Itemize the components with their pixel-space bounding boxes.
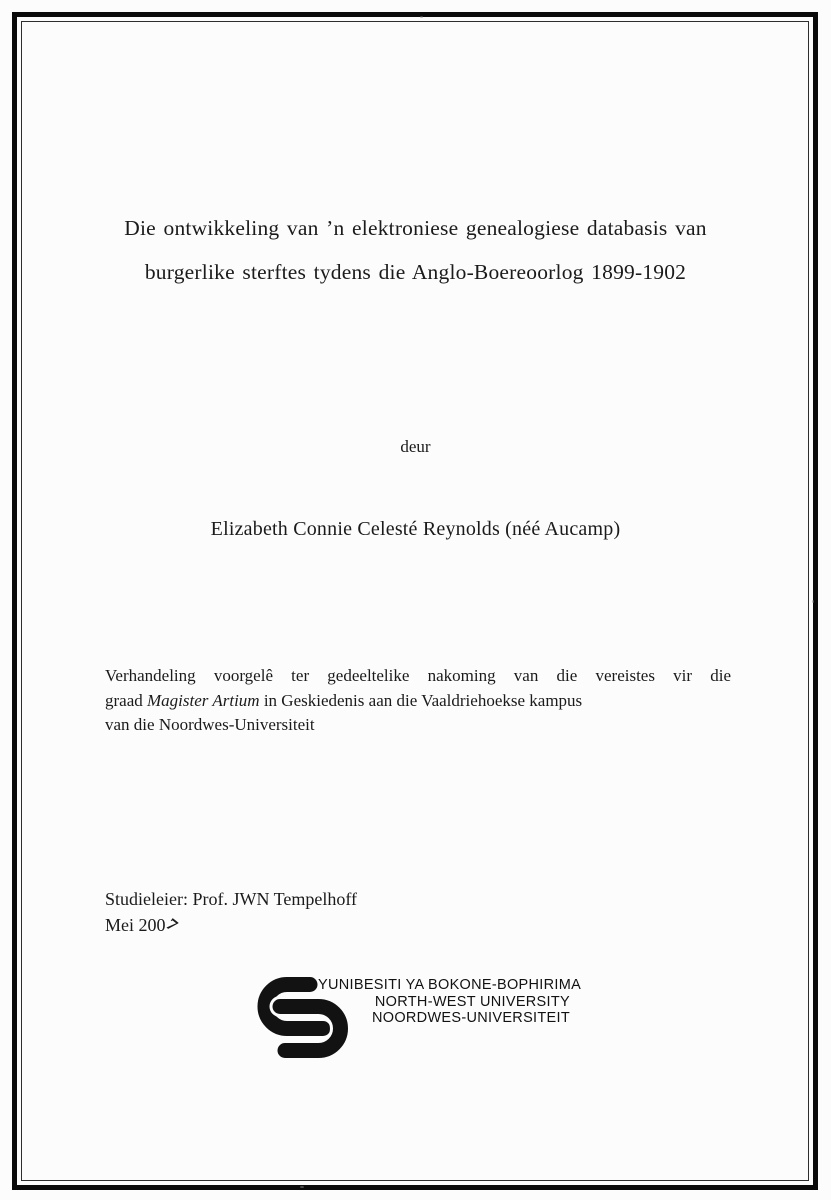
thesis-title-line-1: Die ontwikkeling van ’n elektroniese genealogiese databasis van: [124, 216, 707, 240]
submission-statement: [105, 664, 731, 738]
logo-line-afrikaans: NOORDWES-UNIVERSITEIT: [371, 1010, 570, 1027]
date-prefix: Mei 200: [105, 915, 166, 935]
scan-speck: [420, 16, 423, 18]
statement-line-2-suffix: in Geskiedenis aan die Vaaldriehoekse kampus: [259, 690, 583, 710]
thesis-title-line-2: burgerlike sterftes tydens die Anglo-Boereoorlog 1899-1902: [144, 260, 687, 284]
date-last-digit: 7: [162, 914, 181, 935]
date-line: [105, 914, 181, 936]
scan-speck: [812, 600, 814, 603]
statement-line-2: [105, 689, 731, 714]
logo-line-setswana: YUNIBESITI YA BOKONE-BOPHIRIMA: [318, 977, 582, 993]
supervisor-line: Studieleier: Prof. JWN Tempelhoff: [105, 889, 358, 909]
statement-line-3: van die Noordwes-Universiteit: [105, 715, 315, 734]
degree-name-italic: Magister Artium: [147, 690, 260, 710]
statement-line-2-prefix: graad: [105, 690, 148, 710]
logo-wordmark: [318, 977, 582, 1027]
thesis-title: [60, 206, 771, 294]
statement-line-1: Verhandeling voorgelê ter gedeeltelike nakoming van die vereistes vir die: [105, 666, 731, 685]
logo-line-english: NORTH-WEST UNIVERSITY: [374, 993, 570, 1010]
byline-deur: deur: [400, 437, 431, 456]
scan-speck: [300, 1186, 304, 1188]
author-name: Elizabeth Connie Celesté Reynolds (néé Aucamp): [210, 518, 621, 540]
